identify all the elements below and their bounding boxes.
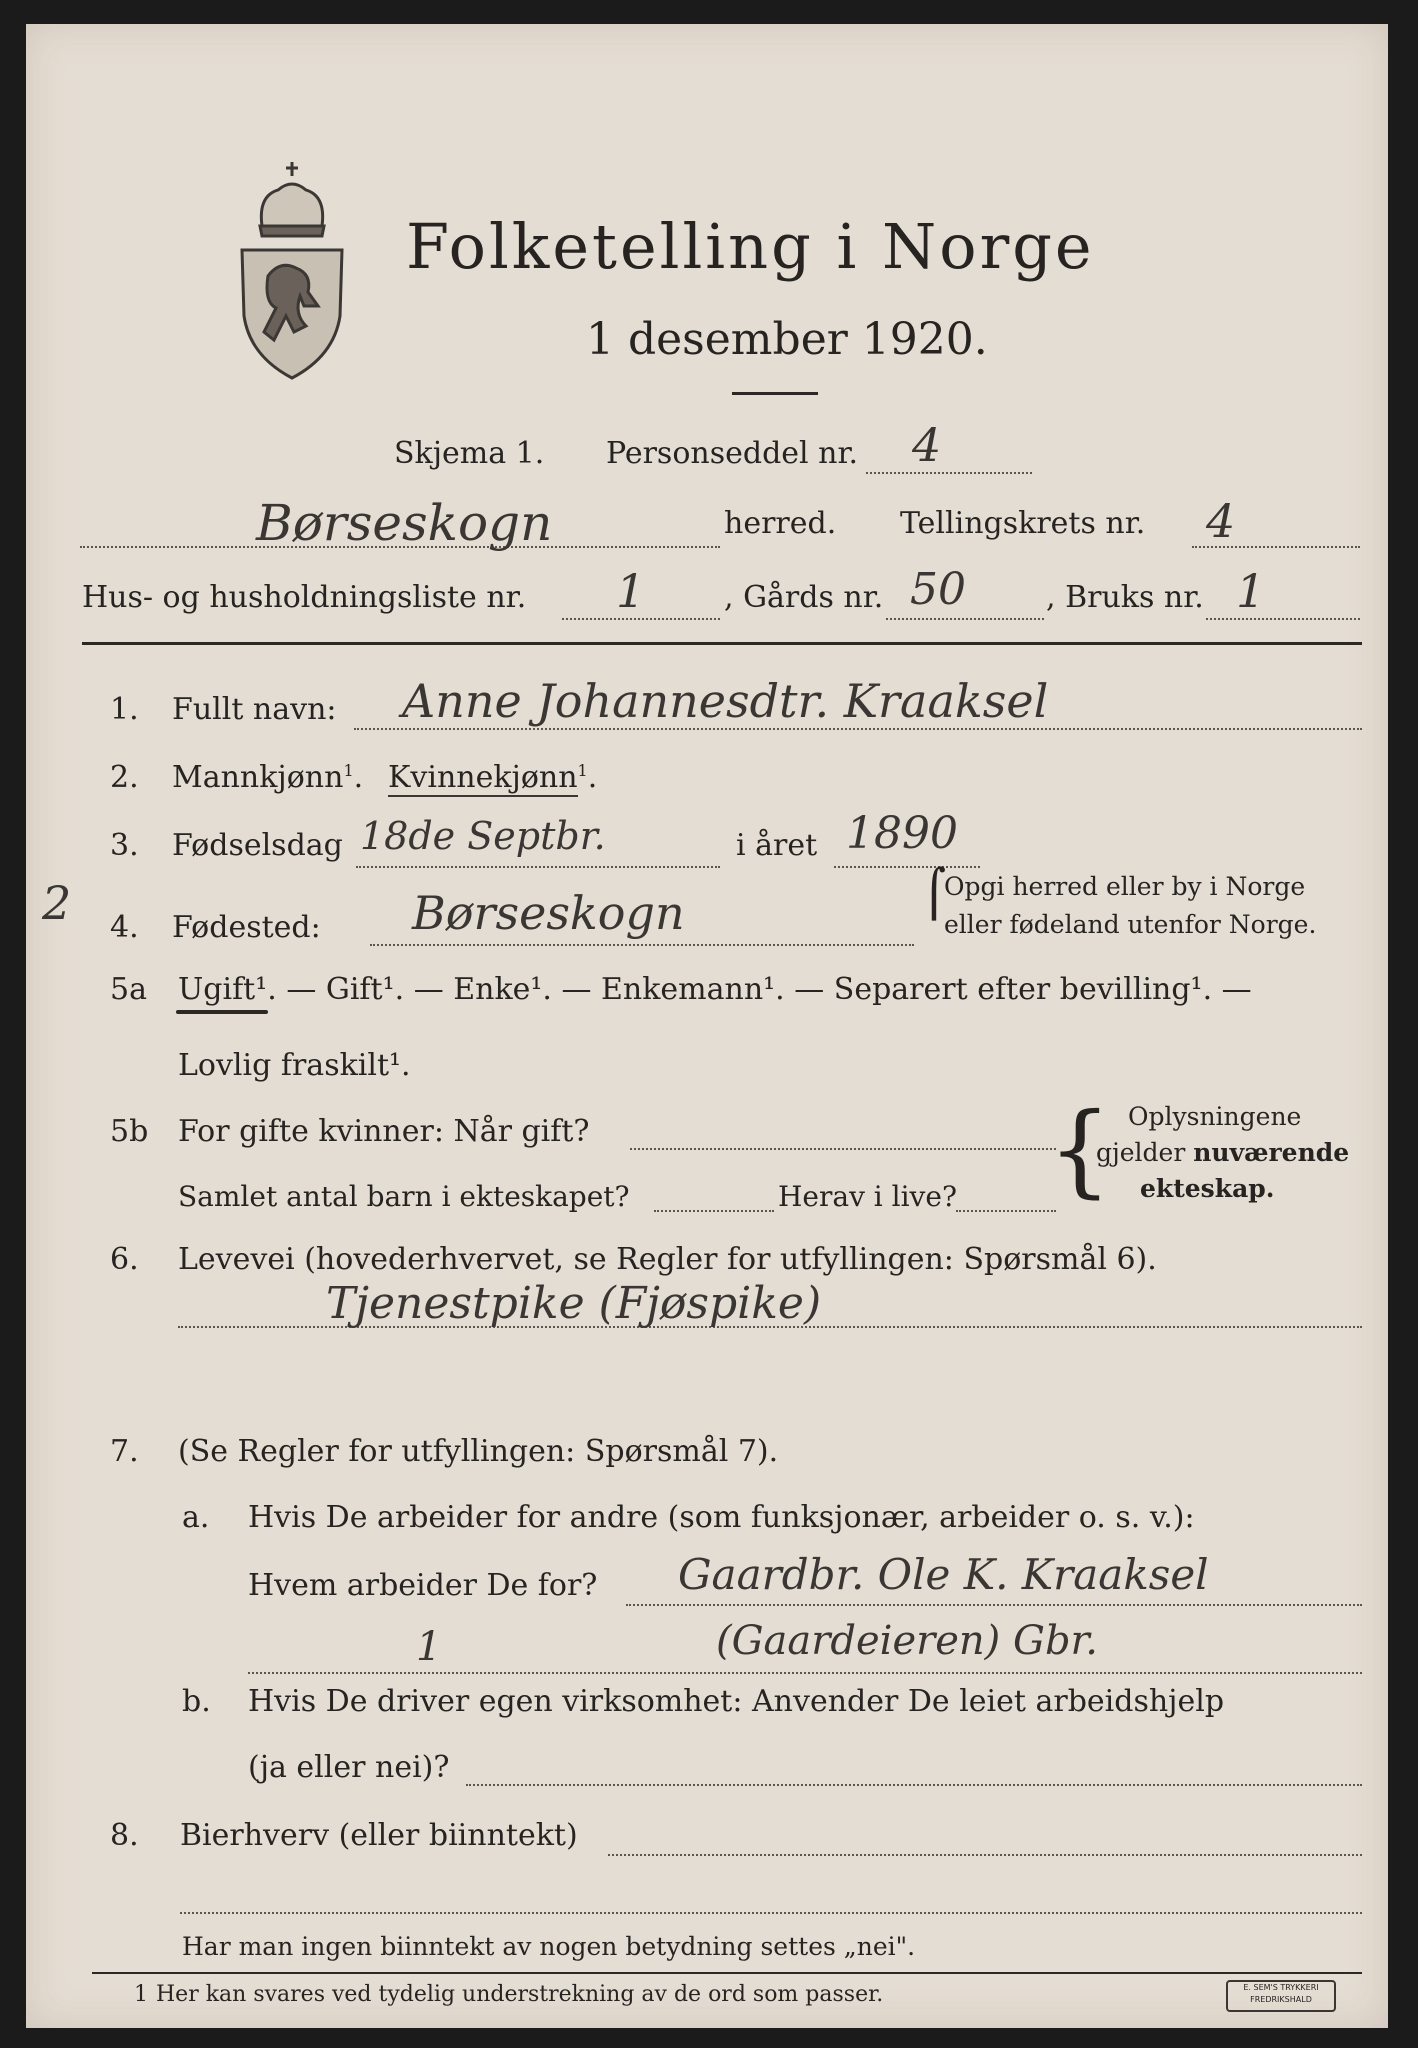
footnote-number: 1 — [134, 1982, 148, 2007]
q7a-letter: a. — [182, 1500, 210, 1535]
sex-female-option: Kvinnekjønn$^1$. — [388, 760, 598, 795]
printer-name: E. SEM'S TRYKKERI — [1243, 1983, 1319, 1992]
holding-number-field-line — [1206, 618, 1360, 620]
birthday-field-line — [356, 866, 720, 868]
holding-number-label: , Bruks nr. — [1046, 580, 1204, 615]
side-income-label: Bierhverv (eller biinntekt) — [180, 1818, 578, 1853]
marital-status-options: Ugift¹. — Gift¹. — Enke¹. — Enkemann¹. — Separert efter bevilling¹. — — [178, 972, 1252, 1007]
birth-year-value: 1890 — [846, 808, 958, 859]
marriage-note-brace: { — [1048, 1091, 1112, 1208]
employer-field-line-2 — [248, 1672, 1362, 1674]
marriage-note-line3: ekteskap. — [1140, 1174, 1275, 1203]
no-income-note: Har man ingen biinntekt av nogen betydning settes „nei". — [182, 1932, 916, 1961]
farm-number-value: 50 — [910, 564, 966, 615]
employer-label: Hvem arbeider De for? — [248, 1568, 598, 1603]
title-divider — [732, 392, 818, 395]
q8-number: 8. — [110, 1818, 139, 1853]
household-list-label: Hus- og husholdningsliste nr. — [82, 580, 527, 615]
q1-label: Fullt navn: — [172, 692, 337, 727]
birthplace-note-line2: eller fødeland utenfor Norge. — [944, 910, 1317, 939]
q3-label: Fødselsdag — [172, 828, 343, 863]
q6-number: 6. — [110, 1242, 139, 1277]
person-number-label: Personseddel nr. — [606, 436, 859, 471]
norwegian-coat-of-arms-icon — [234, 156, 350, 382]
hired-help-label: (ja eller nei)? — [248, 1750, 450, 1785]
children-count-field-line — [654, 1210, 774, 1212]
marital-status-divorced: Lovlig fraskilt¹. — [178, 1048, 411, 1083]
farm-number-field-line — [886, 618, 1044, 620]
birthplace-value: Børseskogn — [412, 886, 685, 940]
birthday-value: 18de Septbr. — [360, 814, 606, 858]
occupation-value: Tjenestpike (Fjøspike) — [326, 1278, 822, 1329]
employer-field-line — [626, 1604, 1362, 1606]
hired-help-field-line — [466, 1784, 1362, 1786]
census-district-label: Tellingskrets nr. — [900, 506, 1146, 541]
form-title: Folketelling i Norge — [406, 210, 1095, 283]
children-alive-field-line — [956, 1210, 1056, 1212]
q5b-number: 5b — [110, 1114, 149, 1149]
employer-value: Gaardbr. Ole K. Kraaksel — [678, 1550, 1209, 1599]
census-district-value: 4 — [1206, 494, 1236, 548]
marriage-note-line1: Oplysningene — [1128, 1102, 1302, 1131]
unmarried-underline — [176, 1010, 268, 1014]
q7a-text: Hvis De arbeider for andre (som funksjonær, arbeider o. s. v.): — [248, 1500, 1195, 1535]
holding-number-value: 1 — [1236, 564, 1266, 618]
birth-year-label: i året — [736, 828, 818, 863]
q7b-text: Hvis De driver egen virksomhet: Anvender De leiet arbeidshjelp — [248, 1684, 1225, 1719]
margin-mark: 2 — [42, 876, 72, 930]
footnote-divider — [92, 1972, 1362, 1974]
herred-label: herred. — [724, 506, 837, 541]
side-income-field-line — [608, 1854, 1362, 1856]
household-list-value: 1 — [616, 564, 646, 618]
header-divider — [82, 642, 1362, 645]
side-income-field-line-2 — [180, 1912, 1362, 1914]
q1-number: 1. — [110, 692, 139, 727]
birthplace-note-brace: ⌠ — [922, 866, 946, 920]
q4-number: 4. — [110, 910, 139, 945]
farm-number-label: , Gårds nr. — [724, 580, 884, 615]
census-date: 1 desember 1920. — [586, 314, 988, 365]
birthplace-note-line1: Opgi herred eller by i Norge — [944, 872, 1306, 901]
census-form-sheet — [26, 24, 1388, 2028]
employer-continuation: (Gaardeieren) Gbr. — [716, 1618, 1098, 1664]
printer-city: FREDRIKSHALD — [1250, 1995, 1312, 2004]
full-name-field-line — [354, 728, 1362, 730]
full-name-value: Anne Johannesdtr. Kraaksel — [402, 674, 1049, 728]
q7-number: 7. — [110, 1434, 139, 1469]
employer-continuation-mark: 1 — [416, 1624, 442, 1670]
married-when-label: For gifte kvinner: Når gift? — [178, 1114, 590, 1149]
q4-label: Fødested: — [172, 910, 321, 945]
birthplace-field-line — [370, 944, 914, 946]
q7b-letter: b. — [182, 1684, 211, 1719]
occupation-label: Levevei (hovederhvervet, se Regler for utfyllingen: Spørsmål 6). — [178, 1242, 1157, 1277]
municipality-value: Børseskogn — [256, 494, 553, 552]
q5a-number: 5a — [110, 972, 147, 1007]
birth-year-field-line — [834, 866, 980, 868]
q3-number: 3. — [110, 828, 139, 863]
printer-stamp — [1226, 1980, 1336, 2012]
marriage-note-line2: gjelder nuværende — [1096, 1138, 1350, 1167]
footnote-text: Her kan svares ved tydelig understrekning av de ord som passer. — [156, 1982, 884, 2007]
person-number-value: 4 — [912, 418, 942, 472]
q2-number: 2. — [110, 760, 139, 795]
household-list-field-line — [562, 618, 720, 620]
q7-label: (Se Regler for utfyllingen: Spørsmål 7). — [178, 1434, 779, 1469]
married-when-field-line — [630, 1148, 1056, 1150]
schema-label: Skjema 1. — [394, 436, 545, 471]
children-alive-label: Herav i live? — [778, 1180, 957, 1213]
sex-male-option: Mannkjønn$^1$. — [172, 760, 364, 795]
person-number-field-line — [866, 472, 1032, 474]
children-count-label: Samlet antal barn i ekteskapet? — [178, 1180, 630, 1213]
